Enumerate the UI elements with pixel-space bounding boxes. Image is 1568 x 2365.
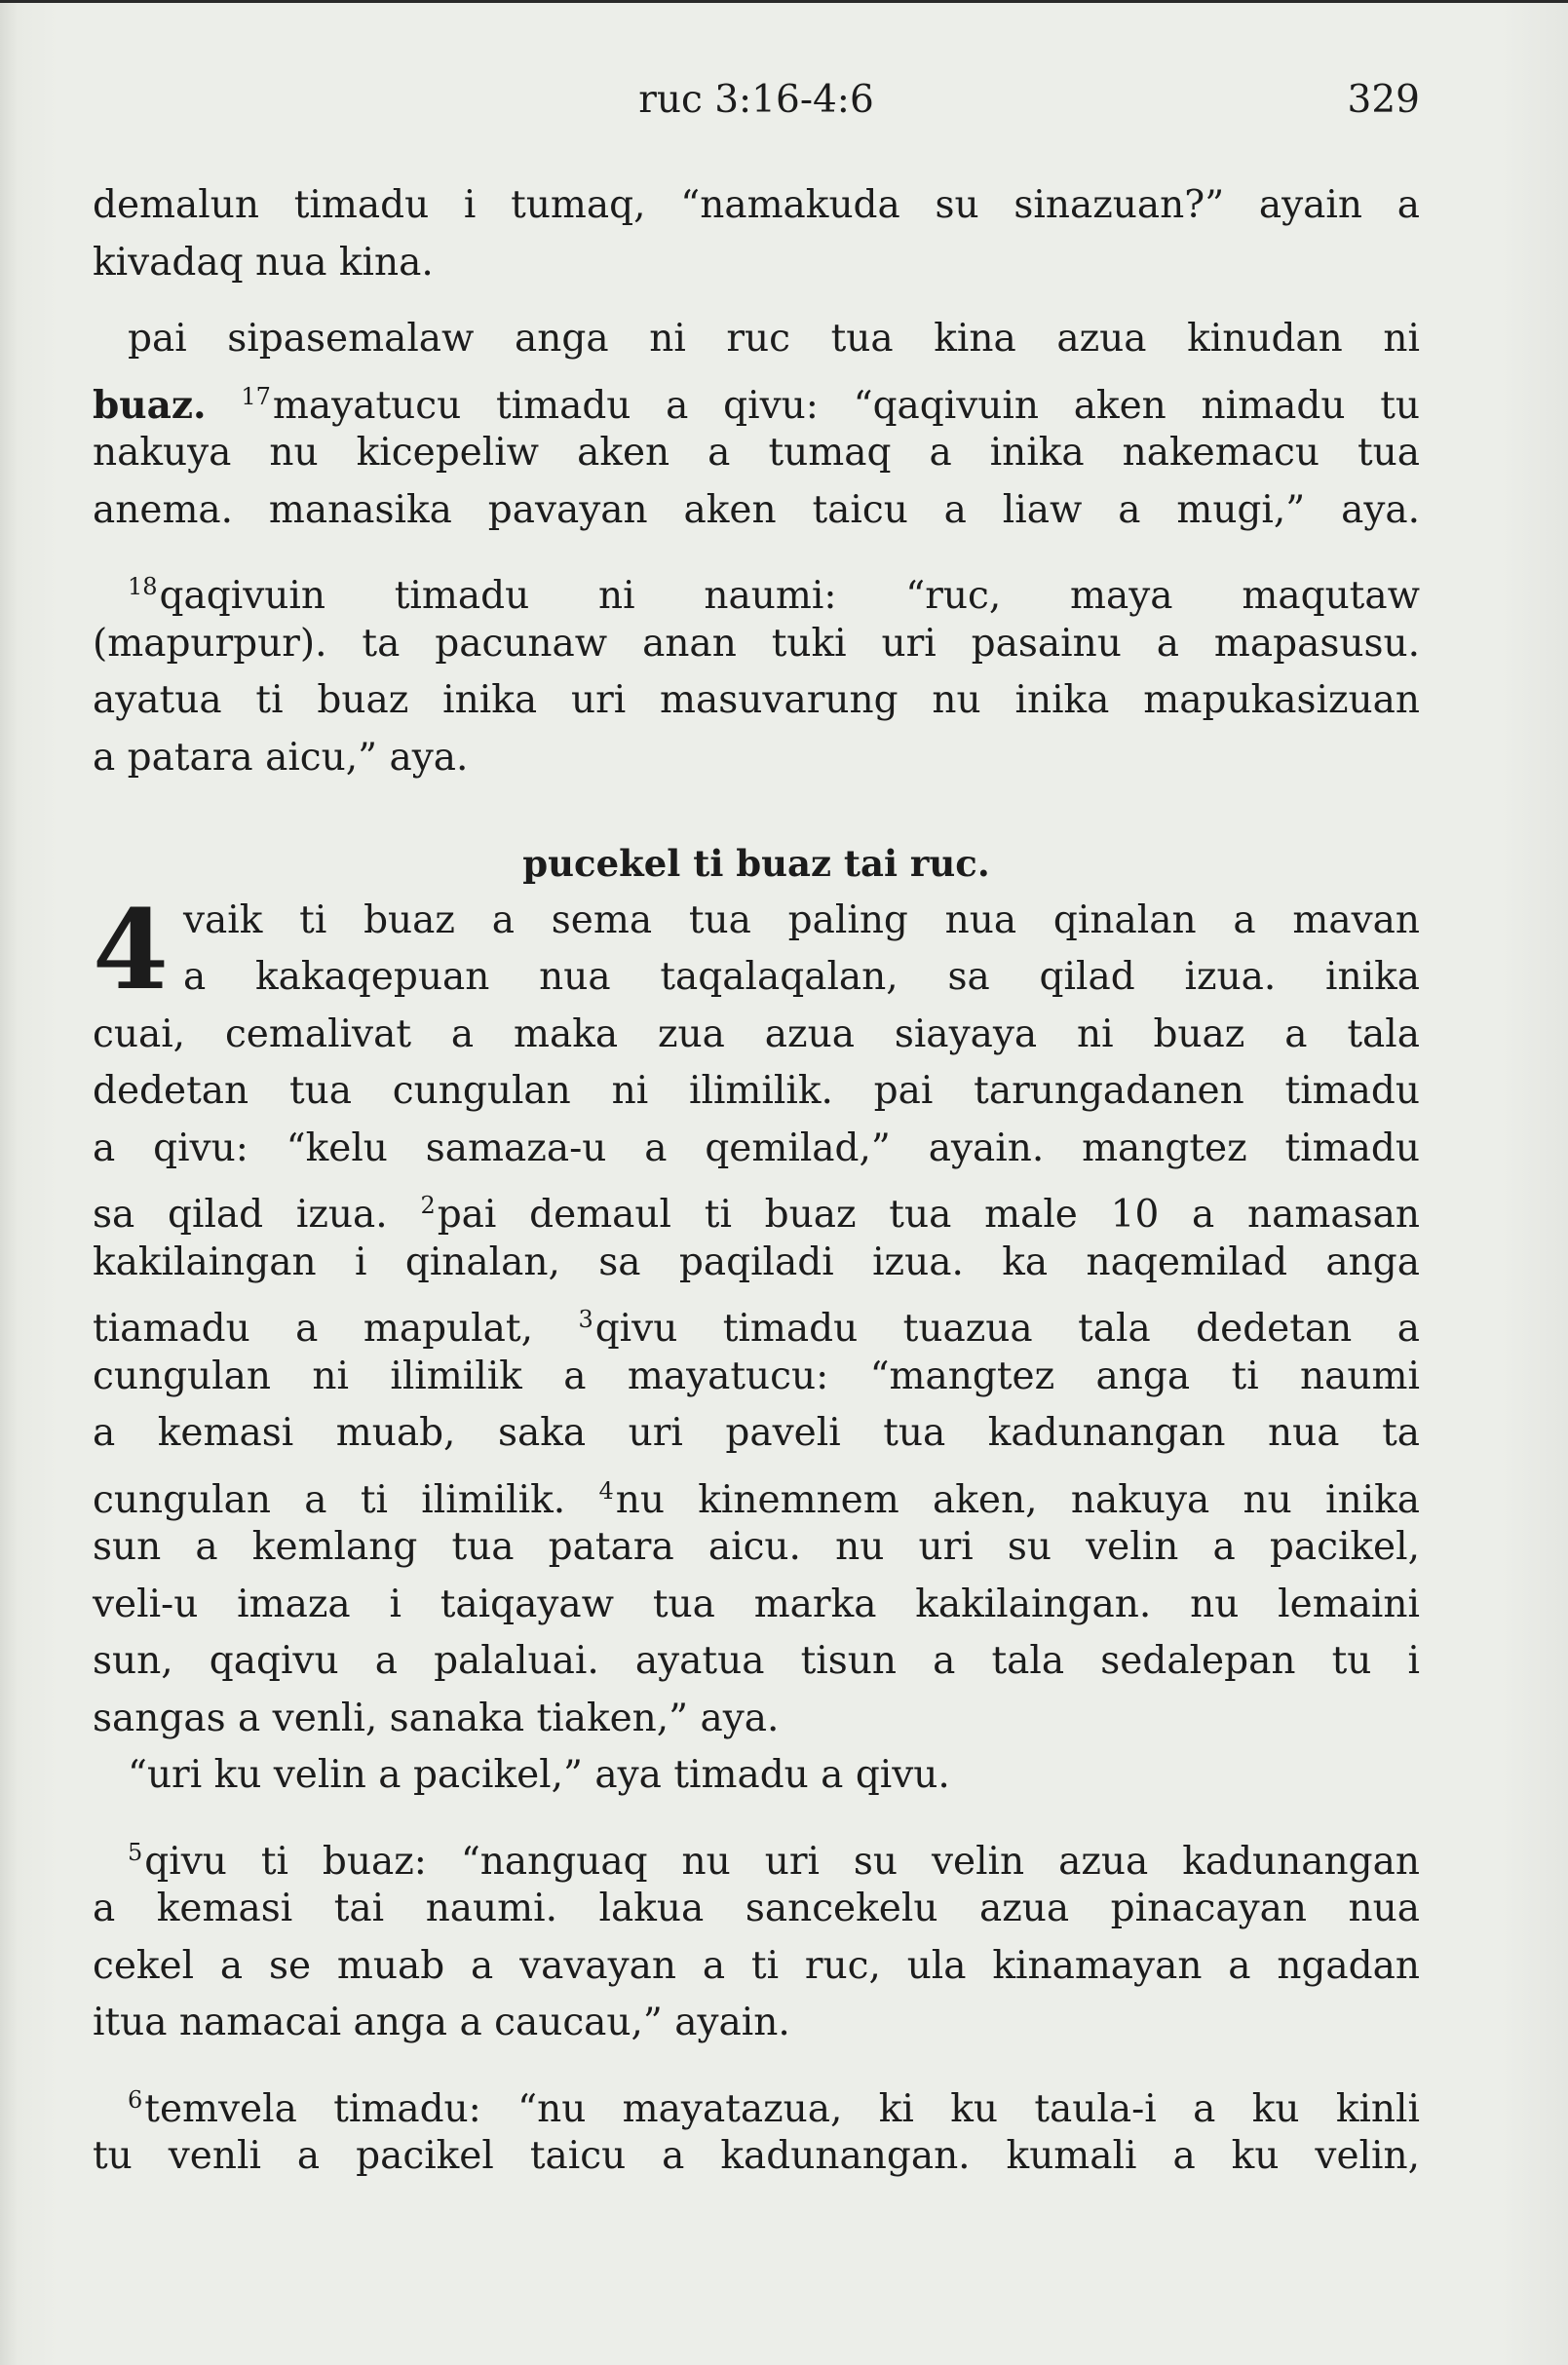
text-line: anema. manasika pavayan aken taicu a liaw a mugi,” aya. xyxy=(93,487,1420,532)
text-line: demalun timadu i tumaq, “namakuda su sinazuan?” ayain a xyxy=(93,183,1420,227)
text-line: “uri ku velin a pacikel,” aya timadu a qivu. xyxy=(128,1753,950,1797)
chapter-verse-reference: ruc 3:16-4:6 xyxy=(638,78,874,122)
line-text: tiamadu a mapulat, xyxy=(93,1307,533,1351)
text-line: veli-u imaza i taiqayaw tua marka kakilaingan. nu lemaini xyxy=(93,1582,1420,1626)
text-line: dedetan tua cungulan ni ilimilik. pai tarungadanen timadu xyxy=(93,1069,1420,1113)
text-line: nakuya nu kicepeliw aken a tumaq a inika nakemacu tua xyxy=(93,431,1420,475)
text-line: cekel a se muab a vavayan a ti ruc, ula kinamayan a ngadan xyxy=(93,1943,1420,1988)
section-heading: pucekel ti buaz tai ruc. xyxy=(522,842,990,885)
line-text: temvela timadu: “nu mayatazua, ki ku taula-i a ku kinli xyxy=(144,2086,1420,2131)
text-line: tu venli a pacikel taicu a kadunangan. kumali a ku velin, xyxy=(93,2134,1420,2178)
text-line xyxy=(93,368,1420,426)
chapter-number: 4 xyxy=(93,886,169,1014)
verse-number: 3 xyxy=(578,1306,593,1333)
running-header xyxy=(93,78,1420,136)
text-line: a patara aicu,” aya. xyxy=(93,735,469,780)
line-text: nu kinemnem aken, nakuya nu inika xyxy=(615,1477,1421,1522)
text-line: (mapurpur). ta pacunaw anan tuki uri pasainu a mapasusu. xyxy=(93,621,1420,666)
text-line: itua namacai anga a caucau,” ayain. xyxy=(93,2001,790,2044)
text-line xyxy=(93,1463,1420,1520)
text-line: a kemasi muab, saka uri paveli tua kadunangan nua ta xyxy=(93,1411,1420,1455)
top-rule xyxy=(0,0,1568,3)
chapter-4-block xyxy=(93,886,1420,1014)
verse-number: 4 xyxy=(598,1476,614,1505)
line-text: cungulan a ti ilimilik. xyxy=(93,1477,566,1522)
text-line xyxy=(93,1177,1420,1235)
page-number: 329 xyxy=(1347,78,1420,122)
line-text: qivu ti buaz: “nanguaq nu uri su velin azua kadunangan xyxy=(144,1839,1420,1884)
line-text: qivu timadu tuazua tala dedetan a xyxy=(594,1307,1420,1351)
text-line: sun a kemlang tua patara aicu. nu uri su velin a pacikel, xyxy=(93,1525,1420,1569)
line-text: pai demaul ti buaz tua male 10 a namasan xyxy=(437,1193,1420,1237)
text-line xyxy=(93,1824,1420,1882)
text-body xyxy=(93,177,1420,2186)
text-line: sangas a venli, sanaka tiaken,” aya. xyxy=(93,1696,780,1740)
text-line: cungulan ni ilimilik a mayatucu: “mangtez anga ti naumi xyxy=(93,1354,1420,1398)
text-line: ayatua ti buaz inika uri masuvarung nu inika mapukasizuan xyxy=(93,678,1420,722)
line-text: sa qilad izua. xyxy=(93,1193,388,1237)
verse-number: 2 xyxy=(420,1192,436,1219)
verse-number: 17 xyxy=(241,382,271,410)
verse-number: 5 xyxy=(128,1838,143,1866)
text-line: vaik ti buaz a sema tua paling nua qinalan a mavan xyxy=(183,897,1420,942)
line-text: mayatucu timadu a qivu: “qaqivuin aken nimadu tu xyxy=(272,383,1420,428)
text-line: a kakaqepuan nua taqalaqalan, sa qilad izua. inika xyxy=(183,955,1420,999)
verse-number: 6 xyxy=(128,2085,143,2114)
text-line: pai sipasemalaw anga ni ruc tua kina azua kinudan ni xyxy=(128,317,1420,361)
text-line: a qivu: “kelu samaza-u a qemilad,” ayain. mangtez timadu xyxy=(93,1125,1420,1170)
line-text: qaqivuin timadu ni naumi: “ruc, maya maqutaw xyxy=(159,574,1420,618)
text-line: kakilaingan i qinalan, sa paqiladi izua. ka naqemilad anga xyxy=(93,1240,1420,1284)
verse-number: 18 xyxy=(128,573,158,600)
text-line xyxy=(93,2072,1420,2129)
text-line xyxy=(93,1291,1420,1349)
text-line: kivadaq nua kina. xyxy=(93,240,434,285)
name-word: buaz. xyxy=(93,382,207,428)
text-line: a kemasi tai naumi. lakua sancekelu azua pinacayan nua xyxy=(93,1887,1420,1930)
text-line: cuai, cemalivat a maka zua azua siayaya ni buaz a tala xyxy=(93,1011,1420,1056)
text-line: sun, qaqivu a palaluai. ayatua tisun a tala sedalepan tu i xyxy=(93,1639,1420,1683)
text-line xyxy=(93,558,1420,616)
